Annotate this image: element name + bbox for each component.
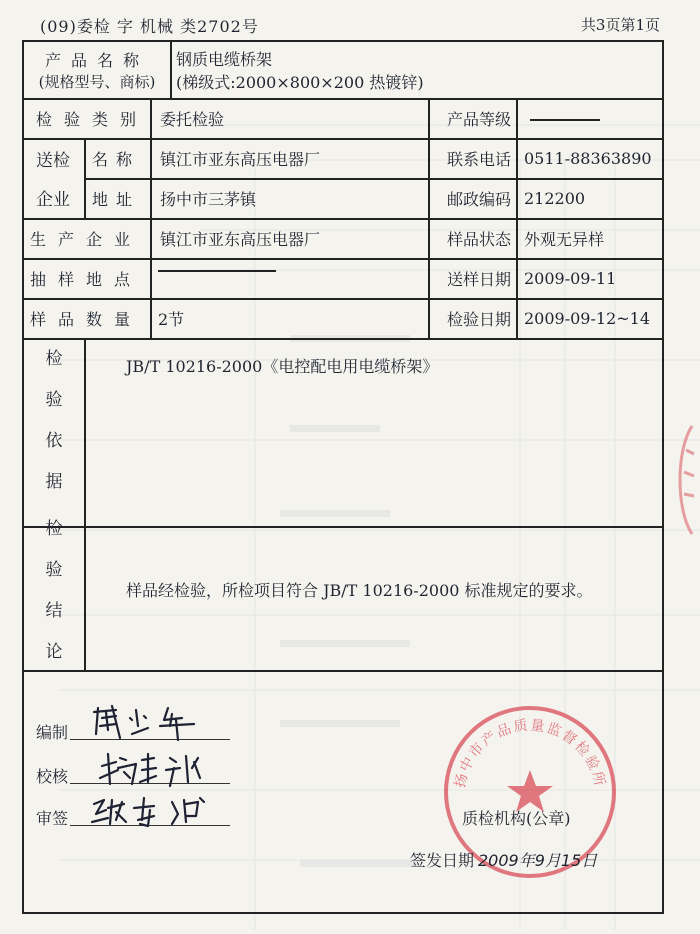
col-divider [150, 98, 152, 338]
phone-number: 0511-88363890 [524, 148, 652, 168]
basis-text-cell [126, 350, 646, 380]
sample-state-label [436, 218, 522, 258]
conclusion-label-char: 论 [45, 642, 63, 662]
svg-text:扬中市产品质量监督检验所: 扬中市产品质量监督检验所 [452, 717, 608, 790]
submitter-name-label-text: 名称 [91, 149, 140, 169]
submitter-address-value [160, 178, 420, 218]
basis-label [26, 344, 82, 492]
col-divider [428, 98, 430, 338]
col-divider [84, 338, 86, 670]
basis-label-char: 依 [45, 431, 63, 451]
col-divider [170, 42, 172, 98]
sample-qty: 2节 [158, 309, 185, 329]
product-name-label [26, 42, 168, 98]
edge-seal-fragment [672, 420, 700, 544]
submitter-group-label [24, 146, 82, 210]
product-name-label-main: 产品名称 [44, 51, 149, 70]
submitter-label-line2: 企业 [36, 190, 70, 210]
compile-label: 编制 [36, 723, 69, 742]
inspection-type-label-text: 检验类别 [36, 109, 149, 129]
row-divider [24, 670, 664, 672]
sample-state: 外观无异样 [524, 229, 605, 249]
basis-label-char: 据 [45, 472, 63, 492]
sample-qty-label [24, 298, 148, 338]
product-grade-label-text: 产品等级 [446, 109, 511, 129]
row-divider [24, 526, 664, 528]
postcode: 212200 [524, 188, 586, 208]
manufacturer-label-text: 生产企业 [29, 229, 142, 249]
manufacturer-value [160, 218, 420, 258]
postcode-label-text: 邮政编码 [446, 189, 511, 209]
approver-signature [86, 790, 226, 836]
product-name-value [176, 42, 656, 98]
conclusion-label-char: 验 [45, 560, 63, 580]
approve-label: 审签 [36, 809, 69, 828]
page-indicator: 共3页第1页 [580, 16, 660, 34]
inspection-date-label [436, 298, 522, 338]
conclusion-text: 样品经检验，所检项目符合 JB/T 10216-2000 标准规定的要求。 [126, 580, 593, 600]
delivery-date-label [436, 258, 522, 298]
document-header [20, 10, 680, 38]
inspection-type-label [24, 98, 148, 138]
row-divider [24, 338, 664, 340]
phone-label-text: 联系电话 [446, 149, 511, 169]
manufacturer-label [24, 218, 148, 258]
compiler-signature [86, 700, 216, 746]
conclusion-text-cell [126, 574, 656, 604]
postcode-value [524, 178, 664, 218]
submitter-name: 镇江市亚东高压电器厂 [160, 149, 321, 169]
submitter-address: 扬中市三茅镇 [160, 189, 257, 209]
issue-date-value: 2009年9月15日 [478, 851, 598, 870]
phone-label [436, 138, 522, 178]
agency-seal-label: 质检机构(公章) [462, 809, 571, 828]
sample-qty-value [158, 298, 418, 338]
sample-state-label-text: 样品状态 [446, 229, 511, 249]
delivery-date-value [524, 258, 664, 298]
conclusion-label-char: 检 [45, 519, 63, 539]
sampling-place-label [24, 258, 148, 298]
product-spec: (梯级式:2000×800×200 热镀锌) [176, 73, 424, 92]
basis-label-char: 验 [45, 390, 63, 410]
sample-state-value [524, 218, 664, 258]
inspection-date-value [524, 298, 664, 338]
sampling-place-blank [158, 270, 276, 272]
manufacturer-name: 镇江市亚东高压电器厂 [160, 229, 321, 249]
product-name-label-sub: (规格型号、商标) [38, 73, 156, 91]
reviewer-signature [96, 748, 216, 794]
conclusion-label-char: 结 [45, 601, 63, 621]
basis-label-char: 检 [45, 349, 63, 369]
submitter-name-value [160, 138, 420, 178]
conclusion-label [26, 514, 82, 662]
basis-standard: JB/T 10216-2000《电控配电用电缆桥架》 [126, 356, 439, 376]
phone-value [524, 138, 664, 178]
inspection-type: 委托检验 [160, 109, 225, 129]
submitter-label-line1: 送检 [36, 151, 70, 171]
document-number: (09)委检 字 机械 类2702号 [40, 17, 259, 36]
inspection-type-value [160, 98, 420, 138]
postcode-label [436, 178, 522, 218]
product-grade-label [436, 98, 522, 138]
inspection-date-label-text: 检验日期 [446, 309, 511, 329]
delivery-date-label-text: 送样日期 [446, 269, 511, 289]
issue-date-label: 签发日期 [410, 851, 475, 870]
submitter-address-label [84, 178, 148, 218]
review-label: 校核 [36, 767, 69, 786]
product-name: 钢质电缆桥架 [176, 50, 273, 69]
sampling-place-label-text: 抽样地点 [29, 269, 142, 289]
sample-qty-label-text: 样品数量 [29, 309, 142, 329]
product-grade-blank [530, 119, 600, 121]
submitter-name-label [84, 138, 148, 178]
delivery-date: 2009-09-11 [524, 268, 617, 288]
submitter-address-label-text: 地址 [91, 189, 140, 209]
inspection-date: 2009-09-12~14 [524, 308, 651, 328]
